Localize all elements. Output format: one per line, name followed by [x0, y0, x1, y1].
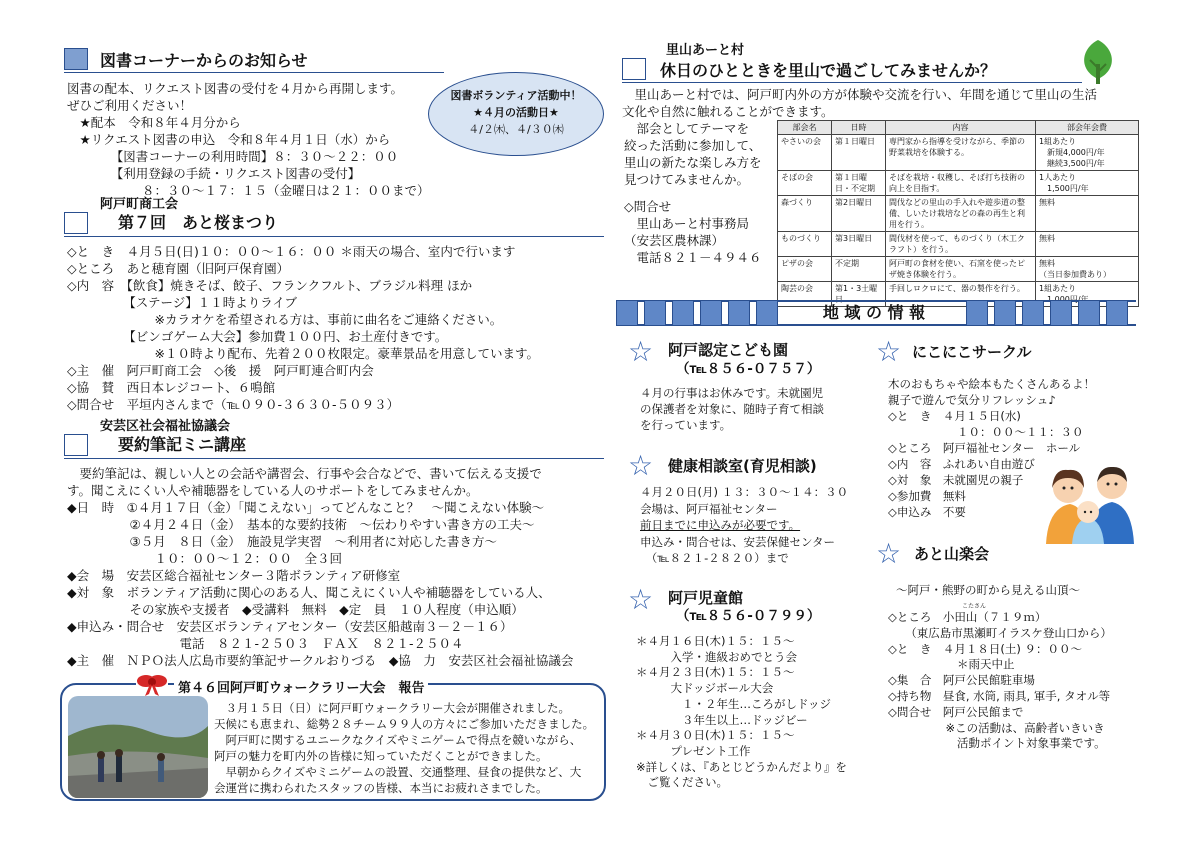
- text-line: 申込み・問合せは、安芸保健センター: [640, 534, 836, 549]
- text-line: ＊雨天中止: [888, 657, 1015, 672]
- bubble-line: ４/２㈭、４/３０㈭: [468, 123, 564, 136]
- text-line: ３年生以上…ドッジビー: [636, 712, 808, 727]
- text-line: ②４月２４日（金） 基本的な要約技術 ～伝わりやすい書き方の工夫～: [67, 517, 535, 532]
- text-line: 電話 ８２１-２５０３ ＦＡＸ ８２１-２５０４: [67, 636, 464, 651]
- family-illustration: [1042, 458, 1136, 544]
- text-line: ※この活動は、高齢者いきいき: [888, 720, 1105, 735]
- table-cell: 第１日曜日・不定期: [832, 171, 886, 196]
- text-line: ３月１５日（日）に阿戸町ウォークラリー大会が開催されました。: [214, 701, 571, 715]
- text-line: ※詳しくは、『あとじどうかんだより』を: [636, 759, 847, 774]
- text-line: 会運営に携わられたスタッフの皆様、本当にお疲れさまでした。: [214, 781, 548, 795]
- text-line: 文化や自然に触れることができます。: [622, 104, 834, 119]
- region-info-title: 地 域 の 情 報: [822, 303, 926, 322]
- text-line: 【ビンゴゲーム大会】参加費１００円、お土産付きです。: [67, 329, 448, 344]
- table-cell: 無料: [1036, 232, 1139, 257]
- star-icon: ☆: [876, 335, 902, 368]
- sakura-org: 阿戸町商工会: [100, 197, 179, 212]
- text-line: ◆日 時 ①４月１７日（金）「聞こえない」ってどんなこと？ ～聞こえない体験～: [67, 500, 545, 515]
- sakura-body: [67, 243, 539, 413]
- walk-rally-title: 第４６回阿戸町ウォークラリー大会 報告: [174, 680, 428, 698]
- text-line: ぜひご利用ください！: [67, 98, 193, 113]
- volunteer-bubble: [428, 72, 604, 156]
- table-cell: 第1・3土曜日: [832, 282, 886, 307]
- text-line: ★配本 令和８年４月分から: [67, 115, 241, 130]
- text-line: ◇と き ４月５日(日)１０：００～１６：００ ＊雨天の場合、室内で行います: [67, 244, 516, 259]
- satoyama-title: 休日のひとときを里山で過ごしてみませんか？: [660, 61, 997, 80]
- text-line: ◆主 催 ＮＰＯ法人広島市要約筆記サークルおりづる ◆協 力 安芸区社会福祉協議会: [67, 653, 574, 668]
- text-line: ◇内 容 【飲食】焼きそば、餃子、フランクフルト、ブラジル料理 ほか: [67, 278, 473, 293]
- band-square: [616, 300, 638, 326]
- table-cell: 阿戸町の食材を使い、石窯を使ったピザ焼き体験を行う。: [886, 257, 1036, 282]
- star-icon: ☆: [876, 537, 902, 570]
- yama-subtitle: ～阿戸・熊野の町から見える山頂～: [896, 583, 1080, 597]
- kodomo-title: 阿戸認定こども園: [668, 341, 789, 359]
- satoyama-org: 里山あーと村: [666, 43, 745, 58]
- ribbon-icon: [136, 671, 168, 697]
- band-square: [994, 300, 1016, 326]
- text-line: ◇ところ 小田山（７１９ｍ）: [888, 610, 1047, 624]
- table-cell: 間伐などの里山の手入れや遊歩道の整備、しいたけ栽培などの森の再生と利用を行う。: [886, 196, 1036, 232]
- text-line: ◆会 場 安芸区総合福祉センター３階ボランティア研修室: [67, 568, 401, 583]
- text-line: 親子で遊んで気分リフレッシュ♪: [888, 393, 1056, 407]
- column-header: 日時: [832, 121, 886, 135]
- table-cell: 1組あたり 新規4,000円/年 継続3,500円/年: [1036, 135, 1139, 171]
- text-line: ※カラオケを希望される方は、事前に曲名をご連絡ください。: [67, 312, 503, 327]
- text-line: ★リクエスト図書の申込 令和８年４月１日（水）から: [67, 132, 391, 147]
- activity-table: [777, 120, 1139, 307]
- table-row: [778, 232, 1139, 257]
- table-cell: ものづくり: [778, 232, 832, 257]
- table-cell: やさいの会: [778, 135, 832, 171]
- text-line: （東広島市黒瀬町イラスケ登山口から）: [888, 625, 1112, 640]
- text-line: ◇問合せ 阿戸公民館まで: [888, 704, 1024, 719]
- text-line: ◇と き ４月１５日(水): [888, 409, 1021, 423]
- star-icon: ☆: [628, 583, 654, 616]
- jidokan-tel: （℡８５６-０７９９）: [676, 608, 821, 624]
- divider: [64, 72, 444, 73]
- text-line: ※１０時より配布、先着２００枚限定。豪華景品を用意しています。: [67, 346, 539, 361]
- star-icon: ☆: [628, 449, 654, 482]
- text-line: 大ドッジボール大会: [636, 681, 774, 696]
- walk-rally-photo: [68, 696, 208, 798]
- library-body: [67, 80, 430, 199]
- kenko-title: 健康相談室(育児相談): [668, 457, 817, 475]
- table-cell: 1組あたり: [1036, 282, 1139, 307]
- region-info-band: [616, 300, 1136, 326]
- band-square: [1050, 300, 1072, 326]
- text-line: 活動ポイント対象事業です。: [888, 736, 1106, 751]
- text-line: ご覧ください。: [636, 775, 728, 790]
- band-square: [672, 300, 694, 326]
- text-line: ４月の行事はお休みです。未就園児: [640, 386, 824, 400]
- band-square: [966, 300, 988, 326]
- youyaku-title: 要約筆記ミニ講座: [118, 435, 247, 454]
- text-line: 会場は、阿戸福祉センター: [640, 501, 778, 516]
- youyaku-org: 安芸区社会福祉協議会: [100, 419, 231, 434]
- text-line: 見つけてみませんか。: [624, 172, 750, 187]
- column-header: 内容: [886, 121, 1036, 135]
- text-line: の保護者を対象に、随時子育て相談: [640, 402, 824, 416]
- text-line: 木のおもちゃや絵本もたくさんあるよ！: [888, 377, 1095, 391]
- text-line: 里山の新たな楽しみ方を: [624, 155, 762, 170]
- text-line: ◇対 象 未就園児の親子: [888, 473, 1024, 487]
- text-line: ８：３０～１７：１５（金曜日は２１：００まで）: [67, 183, 430, 198]
- section-marker: [64, 434, 88, 456]
- band-square: [1022, 300, 1044, 326]
- text-line: ◆対 象 ボランティア活動に関心のある人、聞こえにくい人や補聴器をしている人、: [67, 585, 551, 600]
- text-line: ◇問合せ 平垣内さんまで（℡０９０-３６３０-５０９３）: [67, 397, 400, 412]
- text-line: 阿戸町に関するユニークなクイズやミニゲームで得点を競いながら、: [214, 733, 582, 747]
- text-line: 電話８２１－４９４６: [624, 250, 762, 265]
- text-line: を行っています。: [640, 418, 732, 432]
- text-line: プレゼント工作: [636, 743, 751, 758]
- yama-body: [888, 610, 1112, 752]
- text-line: ◇内 容 ふれあい自由遊び: [888, 457, 1035, 471]
- band-square: [644, 300, 666, 326]
- table-cell: 専門家から指導を受けながら、季節の野菜栽培を体験する。: [886, 135, 1036, 171]
- table-row: [778, 257, 1139, 282]
- walk-rally-body: [214, 700, 594, 796]
- text-line: ◇申込み 不要: [888, 505, 966, 519]
- jidokan-title: 阿戸児童館: [668, 589, 744, 607]
- text-line: 入学・進級おめでとう会: [636, 649, 797, 664]
- text-line: ＊４月３０日(木)１５：１５～: [636, 728, 795, 743]
- text-line: ◇問合せ: [624, 199, 672, 214]
- yama-title: あと山楽会: [914, 545, 990, 563]
- youyaku-body: [67, 465, 573, 669]
- text-line: 【図書コーナーの利用時間】８：３０～２２：００: [67, 149, 399, 164]
- text-line: ◇主 催 阿戸町商工会 ◇後 援 阿戸町連合町内会: [67, 363, 374, 378]
- table-cell: 不定期: [832, 257, 886, 282]
- text-line: （℡８２１-２８２０）まで: [640, 551, 789, 565]
- tree-icon: [1078, 38, 1118, 86]
- text-line: 【利用登録の手続・リクエスト図書の受付】: [67, 166, 361, 181]
- text-line: 前日までに申込みが必要です。: [640, 518, 801, 532]
- bubble-line: ★４月の活動日★: [473, 106, 559, 119]
- band-square: [728, 300, 750, 326]
- table-cell: そばの会: [778, 171, 832, 196]
- table-body: [778, 135, 1139, 307]
- text-line: ◇参加費 無料: [888, 489, 966, 503]
- table-row: [778, 171, 1139, 196]
- kenko-body: [640, 484, 848, 567]
- text-line: 里山あーと村事務局: [624, 216, 750, 231]
- column-header: 部会名: [778, 121, 832, 135]
- table-row: [778, 135, 1139, 171]
- text-line: ４月２０日(月) １３：３０～１４：３０: [640, 485, 849, 499]
- text-line: ③５月 ８日（金） 施設見学実習 ～利用者に対応した書き方～: [67, 534, 497, 549]
- text-line: 部会としてテーマを: [624, 121, 750, 136]
- table-cell: 森づくり: [778, 196, 832, 232]
- table-cell: 間伐材を使って、ものづくり（木工クラフト）を行う。: [886, 232, 1036, 257]
- table-cell: 手回しロクロにて、器の製作を行う。: [886, 282, 1036, 307]
- text-line: ◇ところ 阿戸福祉センター ホール: [888, 441, 1081, 455]
- table-cell: 無料: [1036, 196, 1139, 232]
- yama-ruby: こたさん: [962, 603, 987, 610]
- text-line: （安芸区農林課）: [624, 233, 725, 248]
- table-cell: そばを栽培・収穫し、そば打ち技術の向上を目指す。: [886, 171, 1036, 196]
- band-square: [756, 300, 778, 326]
- table-cell: 無料 （当日参加費あり）: [1036, 257, 1139, 282]
- text-line: １・２年生…ころがしドッジ: [636, 696, 832, 711]
- section-marker: [64, 48, 88, 70]
- library-title: 図書コーナーからのお知らせ: [100, 51, 308, 70]
- table-cell: ピザの会: [778, 257, 832, 282]
- text-line: 天候にも恵まれ、総勢２８チーム９９人の方々にご参加いただきました。: [214, 717, 595, 731]
- table-cell: 第3日曜日: [832, 232, 886, 257]
- text-line: 阿戸の魅力を町内外の皆様に知っていただくことができました。: [214, 749, 548, 763]
- kodomo-body: [640, 385, 824, 433]
- text-line: 里山あーと村では、阿戸町内外の方が体験や交流を行い、年間を通じて里山の生活: [622, 87, 1098, 102]
- sakura-title: 第７回 あと桜まつり: [118, 213, 279, 232]
- text-line: ◇集 合 阿戸公民館駐車場: [888, 673, 1035, 688]
- text-line: ◆申込み・問合せ 安芸区ボランティアセンター（安芸区船越南３－２－１６）: [67, 619, 513, 634]
- band-square: [1078, 300, 1100, 326]
- kodomo-tel: （℡８５６-０７５７）: [676, 361, 821, 377]
- text-line: 【ステージ】１１時よりライブ: [67, 295, 298, 310]
- jidokan-body: [636, 634, 847, 791]
- table-header-row: [778, 121, 1139, 135]
- star-icon: ☆: [628, 335, 654, 368]
- text-line: 図書の配本、リクエスト図書の受付を４月から再開します。: [67, 81, 404, 96]
- text-line: １０：００～１１：３０: [888, 425, 1084, 439]
- section-marker: [64, 212, 88, 234]
- text-line: ＊４月１６日(木)１５：１５～: [636, 634, 795, 648]
- divider: [622, 82, 1082, 83]
- text-line: その家族や支援者 ◆受講料 無料 ◆定 員 １０人程度（申込順）: [67, 602, 524, 617]
- band-square: [700, 300, 722, 326]
- text-line: ＊４月２３日(木)１５：１５～: [636, 665, 795, 680]
- satoyama-left: [624, 120, 762, 266]
- nikoniko-title: にこにこサークル: [912, 343, 1032, 361]
- satoyama-intro: [622, 86, 1097, 120]
- table-cell: 1人あたり 1,500円/年: [1036, 171, 1139, 196]
- table-cell: 陶芸の会: [778, 282, 832, 307]
- table-cell: 第１日曜日: [832, 135, 886, 171]
- text-line: す。聞こえにくい人や補聴器をしている人のサポートをしてみませんか。: [67, 483, 479, 498]
- divider: [64, 236, 604, 237]
- text-line: ◇ところ あと穂育園（旧阿戸保育園）: [67, 261, 290, 276]
- text-line: １０：００～１２：００ 全３回: [67, 551, 343, 566]
- text-line: 早朝からクイズやミニゲームの設置、交通整理、昼食の提供など、大: [214, 765, 582, 779]
- table-row: [778, 196, 1139, 232]
- divider: [64, 458, 604, 459]
- text-line: ◇と き ４月１８日(土) ９：００～: [888, 641, 1082, 656]
- bubble-line: 図書ボランティア活動中！: [450, 89, 582, 102]
- text-line: 絞った活動に参加して、: [624, 138, 762, 153]
- text-line: ◇協 賛 西日本レジコート、６鳴館: [67, 380, 276, 395]
- text-line: ◇持ち物 昼食, 水筒, 雨具, 軍手, タオル等: [888, 688, 1111, 703]
- band-square: [1106, 300, 1128, 326]
- table-cell: 第2日曜日: [832, 196, 886, 232]
- text-line: [624, 188, 762, 198]
- section-marker: [622, 58, 646, 80]
- column-header: 部会年会費: [1036, 121, 1139, 135]
- text-line: 要約筆記は、親しい人との会話や講習会、行事や会合などで、書いて伝える支援で: [67, 466, 542, 481]
